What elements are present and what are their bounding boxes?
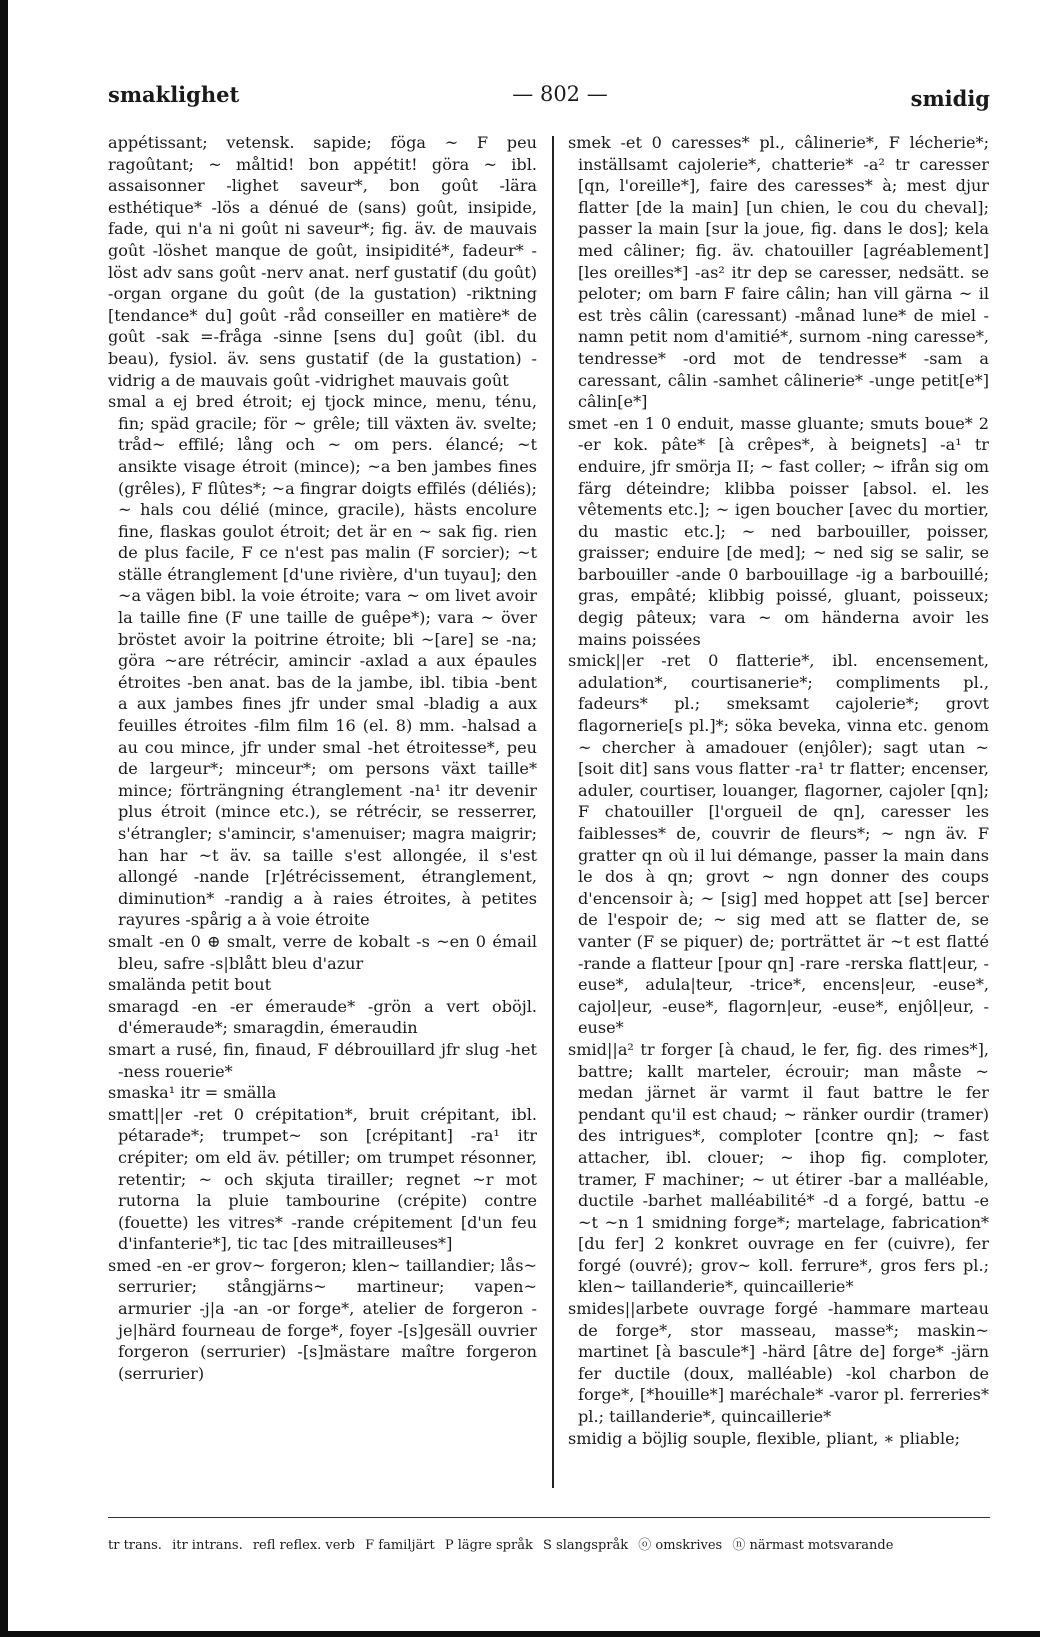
legend-item: refl reflex. verb bbox=[252, 1538, 355, 1553]
entry-smaska: smaska¹ itr = smälla bbox=[108, 1083, 277, 1103]
entry-smaragd: smaragd -en -er émeraude* -grön a vert oböjl. d'émeraude*; smaragdin, émeraudin bbox=[108, 996, 537, 1038]
entry-smek: smek -et 0 caresses* pl., câlinerie*, F lécherie*; inställsamt cajolerie*, chatterie* -a² tr caresser [qn, l'oreille*], faire des caresses* à; mest djur flatter [de la main] [un chien, le cou du cheval]; passer la main [sur la joue, fig. dans le dos]; kela med câliner; fig. äv. chatouiller [agréablement] [les oreilles*] -as² itr dep se caresser, nedsätt. se peloter; om barn F faire câlin; han vill gärna ~ il est très câlin (caressant) -månad lune* de miel -namn petit nom d'amitié*, surnom -ning caresse*, tendresse* -ord mot de tendresse* -sam a caressant, câlin -samhet câlinerie* -unge petit[e*] câlin[e*] bbox=[568, 133, 989, 412]
entry-smalanda: smaländа petit bout bbox=[108, 975, 272, 995]
legend-item: S slangspråk bbox=[543, 1538, 629, 1553]
left-guide-word: smaklighet bbox=[108, 82, 240, 107]
legend-item: ⓝ närmast motsvarande bbox=[732, 1538, 894, 1553]
entry-smicker: smick||er -ret 0 flatterie*, ibl. encensement, adulation*, courtisanerie*; compliments pl., fadeurs* pl.; smeksamt cajolerie*; grovt flagornerie[s pl.]*; söka beveka, vinna etc. genom ~ chercher à amadouer (enjôler); sagt utan ~ [soit dit] sans vous flatter -ra¹ tr flatter; encenser, aduler, courtiser, louanger, flagorner, cajoler [qn]; F chatouiller [l'orgueil de qn], caresser les faiblesses* de, couvrir de fleurs*; ~ ngn äv. F gratter qn où il lui démange, passer la main dans le dos à qn; grovt ~ ngn donner des coups d'encensoir à; ~ [sig] med hoppet att [se] bercer de l'espoir de; ~ sig med att se flatter de, se vanter (F se piquer) de; porträttet är ~t est flatté -rande a flatteur [pour qn] -rare -rerska flatt|eur, -euse*, adula|teur, -trice*, encens|eur, -euse*, cajol|eur, -euse*, flagorn|eur, -euse*, enjôl|eur, -euse* bbox=[568, 651, 989, 1038]
entry-smides: smides||arbete ouvrage forgé -hammare marteau de forge*, stor masseau, masse*; maskin~ martinet [à bascule*] -härd [âtre de] forge* -järn fer ductile (doux, malléable) -kol charbon de forge*, [*houille*] maréchale* -varor pl. ferreries* pl.; taillanderie*, quincaillerie* bbox=[568, 1299, 989, 1427]
entry-smal: smal a ej bred étroit; ej tjock mince, menu, ténu, fin; späd gracile; för ~ grêle; till växten äv. svelte; tråd~ effilé; lång och ~ om pers. élancé; ~t ansikte visage étroit (mince); ~a ben jambes fines (grêles), F flûtes*; ~a fingrar doigts effilés (déliés); ~ hals cou délié (mince, gracile), hästs encolure fine, flaskas goulot étroit; det är en ~ sak fig. rien de plus facile, F ce n'est pas malin (F sorcier); ~t ställe étranglement [d'une rivière, d'un tuyau]; den ~a vägen bibl. la voie étroite; vara ~ om livet avoir la taille fine (F une taille de guêpe*); vara ~ över bröstet avoir la poitrine étroite; bli ~[are] se -na; göra ~are rétrécir, amincir -axlad a aux épaules étroites -ben anat. bas de la jambe, ibl. tibia -bent a aux jambes fines jfr under smal -bladig a aux feuilles étroites -film film 16 (el. 8) mm. -halsad a au cou mince, jfr under smal -het étroitesse*, peu de largeur*; minceur*; om persons växt taille* mince; förträngning étranglement -na¹ itr devenir plus étroit (mince etc.), se rétrécir, se resserrer, s'étrangler; s'amincir, s'amenuiser; magra maigrir; han har ~t äv. sa taille s'est allongée, il s'est allongé -nande [r]étrécissement, étranglement, diminution* -randig a à raies étroites, à petites rayures -spårig a à voie étroite bbox=[108, 392, 537, 930]
legend-item: P lägre språk bbox=[444, 1538, 533, 1553]
page-number: — 802 — bbox=[512, 82, 608, 106]
legend-item: itr intrans. bbox=[172, 1538, 243, 1553]
scan-border-left bbox=[0, 0, 8, 1637]
abbreviation-legend bbox=[108, 1534, 990, 1553]
legend-item: ⓞ omskrives bbox=[638, 1538, 723, 1553]
right-column bbox=[568, 132, 989, 1449]
legend-item: F familjärt bbox=[365, 1538, 435, 1553]
entry-smalt: smalt -en 0 ⊕ smalt, verre de kobalt -s ~en 0 émail bleu, safre -s|blått bleu d'azur bbox=[108, 931, 537, 973]
right-guide-word: smidig bbox=[910, 86, 990, 111]
entry-smed: smed -en -er grov~ forgeron; klen~ taillandier; lås~ serrurier; stångjärns~ martineur; vapen~ armurier -j|a -an -or forge*, atelier de forgeron -je|härd fourneau de forge*, foyer -[s]gesäll ouvrier forgeron (serrurier) -[s]mästare maître forgeron (serrurier) bbox=[108, 1255, 537, 1383]
page-header bbox=[108, 82, 990, 116]
entry-smidig: smidig a böjlig souple, flexible, pliant, ∗ pliable; bbox=[568, 1428, 961, 1448]
entry-smart: smart a rusé, fin, finaud, F débrouillard jfr slug -het -ness rouerie* bbox=[108, 1039, 537, 1081]
left-column bbox=[108, 132, 537, 1384]
entry-smatter: smatt||er -ret 0 crépitation*, bruit crépitant, ibl. pétarade*; trumpet~ son [crépitant] -ra¹ itr crépiter; om eld äv. pétiller; om trumpet résonner, retentir; ~ och skjuta tirailler; regnet ~r mot rutorna la pluie tambourine (crépite) contre (fouette) les vitres* -rande crépitement [d'un feu d'infanterie*], tic tac [des mitrailleuses*] bbox=[108, 1104, 537, 1254]
legend-item: tr trans. bbox=[108, 1538, 162, 1553]
entry-smida: smid||a² tr forger [à chaud, le fer, fig. des rimes*], battre; kallt marteler, écrouir; man måste ~ medan järnet är varmt il faut battre le fer pendant qu'il est chaud; ~ ränker ourdir (tramer) des intrigues*, comploter [contre qn]; ~ fast attacher, ibl. clouer; ~ ihop fig. comploter, tramer, F machiner; ~ ut étirer -bar a malléable, ductile -barhet malléabilité* -d a forgé, battu -e ~t ~n 1 smidning forge*; martelage, fabrication* [du fer] 2 konkret ouvrage en fer (cuivre), fer forgé (ouvré); grov~ koll. ferrure*, gros fers pl.; klen~ taillanderie*, quincaillerie* bbox=[568, 1039, 989, 1297]
entry-smet: smet -en 1 0 enduit, masse gluante; smuts boue* 2 -er kok. pâte* [à crêpes*, à beignets] -a¹ tr enduire, jfr smörja II; ~ fast coller; ~ ifrån sig om färg déteindre; klibba poisser [absol. el. les vêtements etc.]; ~ igen boucher [avec du mortier, du mastic etc.]; ~ ned barbouiller, poisser, graisser; enduire [de med]; ~ ned sig se salir, se barbouiller -ande 0 barbouillage -ig a barbouillé; gras, empâté; klibbig poissé, gluant, poisseux; degig pâteux; vara ~ om händerna avoir les mains poissées bbox=[568, 413, 989, 649]
column-divider bbox=[552, 136, 554, 1488]
entry-smaklighet-continued: appétissant; vetensk. sapide; föga ~ F peu ragoûtant; ~ måltid! bon appétit! göra ~ ibl. assaisonner -lighet saveur*, bon goût -lära esthétique* -lös a dénué de (sans) goût, insipide, fade, qui n'a ni goût ni saveur*; fig. äv. de mauvais goût -löshet manque de goût, insipidité*, fadeur* -löst adv sans goût -nerv anat. nerf gustatif (du goût) -organ organe du goût (de la gustation) -riktning [tendance* du] goût -råd conseiller en matière* de goût -sak =-fråga -sinne [sens du] goût (ibl. du beau), fysiol. äv. sens gustatif (de la gustation) -vidrig a de mauvais goût -vidrighet mauvais goût bbox=[108, 133, 537, 390]
scan-border-bottom bbox=[0, 1631, 1040, 1637]
footer-rule bbox=[108, 1517, 990, 1518]
